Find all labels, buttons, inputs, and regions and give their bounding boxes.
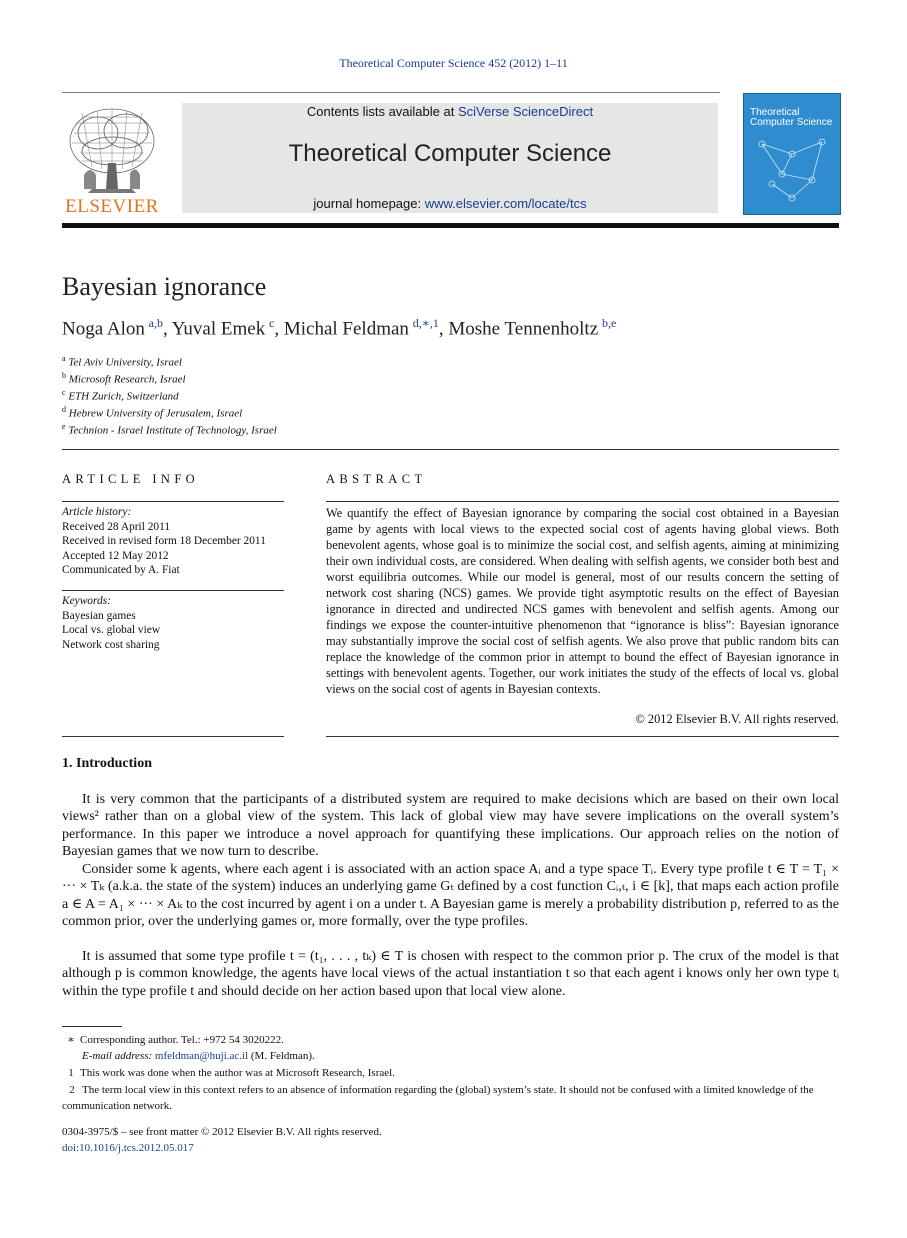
keywords-label: Keywords: xyxy=(62,595,111,607)
issn-line: 0304-3975/$ – see front matter © 2012 Elsevier B.V. All rights reserved. xyxy=(62,1126,382,1138)
header-thick-rule xyxy=(62,223,839,228)
author-affil-mark[interactable]: d,∗,1 xyxy=(412,316,439,330)
intro-paragraph-2: Consider some k agents, where each agent i is associated with an action space Aᵢ and a type space Tᵢ. Every type profile t ∈ T = T₁ × ··· × Tₖ (a.k.a. the state of the system) induces an underlying game Gₜ defined by a cost function Cᵢ,ₜ, i ∈ [k], that maps each action profile a ∈ A = A₁ × ··· × Aₖ to the cost incurred by agent i on a under t. A Bayesian game is merely a probability distribution p, referred to as the common prior, over the underlying games or, more formally, over the type profiles. xyxy=(62,862,839,930)
cover-title-line-1: Theoretical xyxy=(750,107,800,118)
affil-mark: c xyxy=(62,388,66,397)
author-affil-mark[interactable]: a,b xyxy=(148,316,163,330)
affil-text: Tel Aviv University, Israel xyxy=(68,356,182,369)
keywords xyxy=(62,594,292,652)
cover-title xyxy=(750,108,836,128)
cover-graph-icon xyxy=(752,134,832,204)
keyword-item: Local vs. global view xyxy=(62,624,161,637)
paper-title: Bayesian ignorance xyxy=(62,272,267,301)
homepage-line xyxy=(182,196,718,211)
author-list: Noga Alon $^{a,b}$, Yuval Emek $^c$, Michal Feldman $^{d,∗,1}$, Moshe Tennenholtz $^{b,e}$ xyxy=(62,316,617,340)
contents-prefix: Contents lists available at xyxy=(306,104,458,119)
elsevier-wordmark: ELSEVIER xyxy=(65,196,159,217)
author-name: Michal Feldman xyxy=(283,318,409,340)
homepage-link[interactable]: www.elsevier.com/locate/tcs xyxy=(424,196,587,211)
journal-name: Theoretical Computer Science xyxy=(288,140,612,167)
top-rule xyxy=(62,92,720,93)
affil-text: Microsoft Research, Israel xyxy=(68,373,186,386)
footnote-mark: 2 xyxy=(69,1084,75,1096)
author-affil-mark[interactable]: b,e xyxy=(601,316,617,330)
article-info-rule xyxy=(62,501,284,502)
abstract-rule xyxy=(326,501,839,502)
email-link[interactable]: mfeldman@huji.ac.il xyxy=(154,1050,249,1062)
footnote-1 xyxy=(62,1065,839,1081)
affil-mark: d xyxy=(62,405,66,414)
contents-line xyxy=(182,104,718,119)
running-head[interactable]: Theoretical Computer Science 452 (2012) 1–11 xyxy=(339,56,568,70)
affil-text: ETH Zurich, Switzerland xyxy=(68,390,179,403)
keyword-item: Bayesian games xyxy=(62,609,136,622)
author-name: Noga Alon xyxy=(62,318,145,340)
footnote-corresponding xyxy=(62,1032,839,1048)
article-info-heading: ARTICLE INFO xyxy=(62,472,200,486)
article-info-rule xyxy=(62,736,284,737)
history-item: Received 28 April 2011 xyxy=(62,520,171,533)
footnote-text: Corresponding author. Tel.: +972 54 3020222. xyxy=(80,1034,284,1046)
footnote-rule xyxy=(62,1026,122,1027)
intro-paragraph-1: It is very common that the participants of a distributed system are required to make decisions which are based on their own local views² rather than on a global view of the system. This lack of global view may have severe implications on the overall system’s performance. In this paper we introduce a novel approach for quantifying these implications. Our approach relies on the notion of Bayesian games that we now turn to describe. xyxy=(62,792,839,860)
intro-paragraph-3: It is assumed that some type profile t = (t₁, . . . , tₖ) ∈ T is chosen with respect to the common prior p. The crux of the model is that although p is common knowledge, the agents have local views of the actual instantiation t so that each agent i knows only her own type tᵢ within the type profile t and should decide on her action based upon that local view alone. xyxy=(62,949,839,999)
footnote-mark: 1 xyxy=(68,1067,74,1079)
affil-mark: a xyxy=(62,354,66,363)
history-item: Accepted 12 May 2012 xyxy=(62,549,169,562)
footnote-2 xyxy=(62,1082,839,1114)
footnote-mark: ∗ xyxy=(67,1034,75,1046)
affil-mark: b xyxy=(62,371,66,380)
abstract-text: We quantify the effect of Bayesian ignorance by comparing the social cost obtained in a Bayesian game by agents with local views to the expected social cost of agents having global views. Both benevolent agents, whose goal is to minimize the social cost, and selfish agents, aiming at minimizing their own individual costs, are considered. When dealing with selfish agents, we consider both best and worst equilibria outcomes. While our model is general, most of our results concern the setting of network cost sharing (NCS) games. We provide tight asymptotic results on the effect of Bayesian ignorance in directed and undirected NCS games with benevolent and selfish agents. Among our findings we expose the counter-intuitive phenomenon that “ignorance is bliss”: Bayesian ignorance may substantially improve the social cost of selfish agents. We also prove that public random bits can replace the knowledge of the common prior in attempt to bound the effect of Bayesian ignorance in settings with benevolent agents. Together, our work initiates the study of the effects of local vs. global views on the social cost of agents in Bayesian contexts. xyxy=(326,506,839,696)
article-info-rule xyxy=(62,590,284,591)
abstract-rule xyxy=(326,736,839,737)
author-affil-mark[interactable]: c xyxy=(269,316,275,330)
footnote-text: This work was done when the author was at Microsoft Research, Israel. xyxy=(80,1067,395,1079)
imprint xyxy=(62,1124,382,1156)
sciencedirect-link[interactable]: SciVerse ScienceDirect xyxy=(457,104,594,119)
history-label: Article history: xyxy=(62,506,132,518)
affiliation xyxy=(62,418,277,440)
keyword-item: Network cost sharing xyxy=(62,638,160,651)
affil-text: Hebrew University of Jerusalem, Israel xyxy=(68,407,243,420)
footnote-email xyxy=(62,1048,839,1064)
affil-text: Technion - Israel Institute of Technology, Israel xyxy=(68,424,277,437)
copyright-line: © 2012 Elsevier B.V. All rights reserved. xyxy=(635,712,839,726)
email-label: E-mail address: xyxy=(82,1050,155,1062)
cover-title-line-2: Computer Science xyxy=(750,117,833,128)
author-name: Yuval Emek xyxy=(171,318,266,340)
abstract-heading: ABSTRACT xyxy=(326,472,427,486)
article-history xyxy=(62,505,292,578)
author-name: Moshe Tennenholtz xyxy=(448,318,599,340)
section-heading-introduction: 1. Introduction xyxy=(62,756,152,771)
homepage-prefix: journal homepage: xyxy=(313,196,425,211)
doi-link[interactable]: doi:10.1016/j.tcs.2012.05.017 xyxy=(62,1142,194,1154)
front-matter-rule xyxy=(62,449,839,450)
history-item: Communicated by A. Fiat xyxy=(62,564,180,577)
email-suffix: (M. Feldman). xyxy=(248,1050,315,1062)
history-item: Received in revised form 18 December 2011 xyxy=(62,535,266,548)
affil-mark: e xyxy=(62,422,66,431)
journal-cover-image xyxy=(743,93,841,215)
footnote-text: The term local view in this context refers to an absence of information regarding the (global) system’s state. It should not be confused with a limited knowledge of the communication network. xyxy=(62,1084,814,1112)
